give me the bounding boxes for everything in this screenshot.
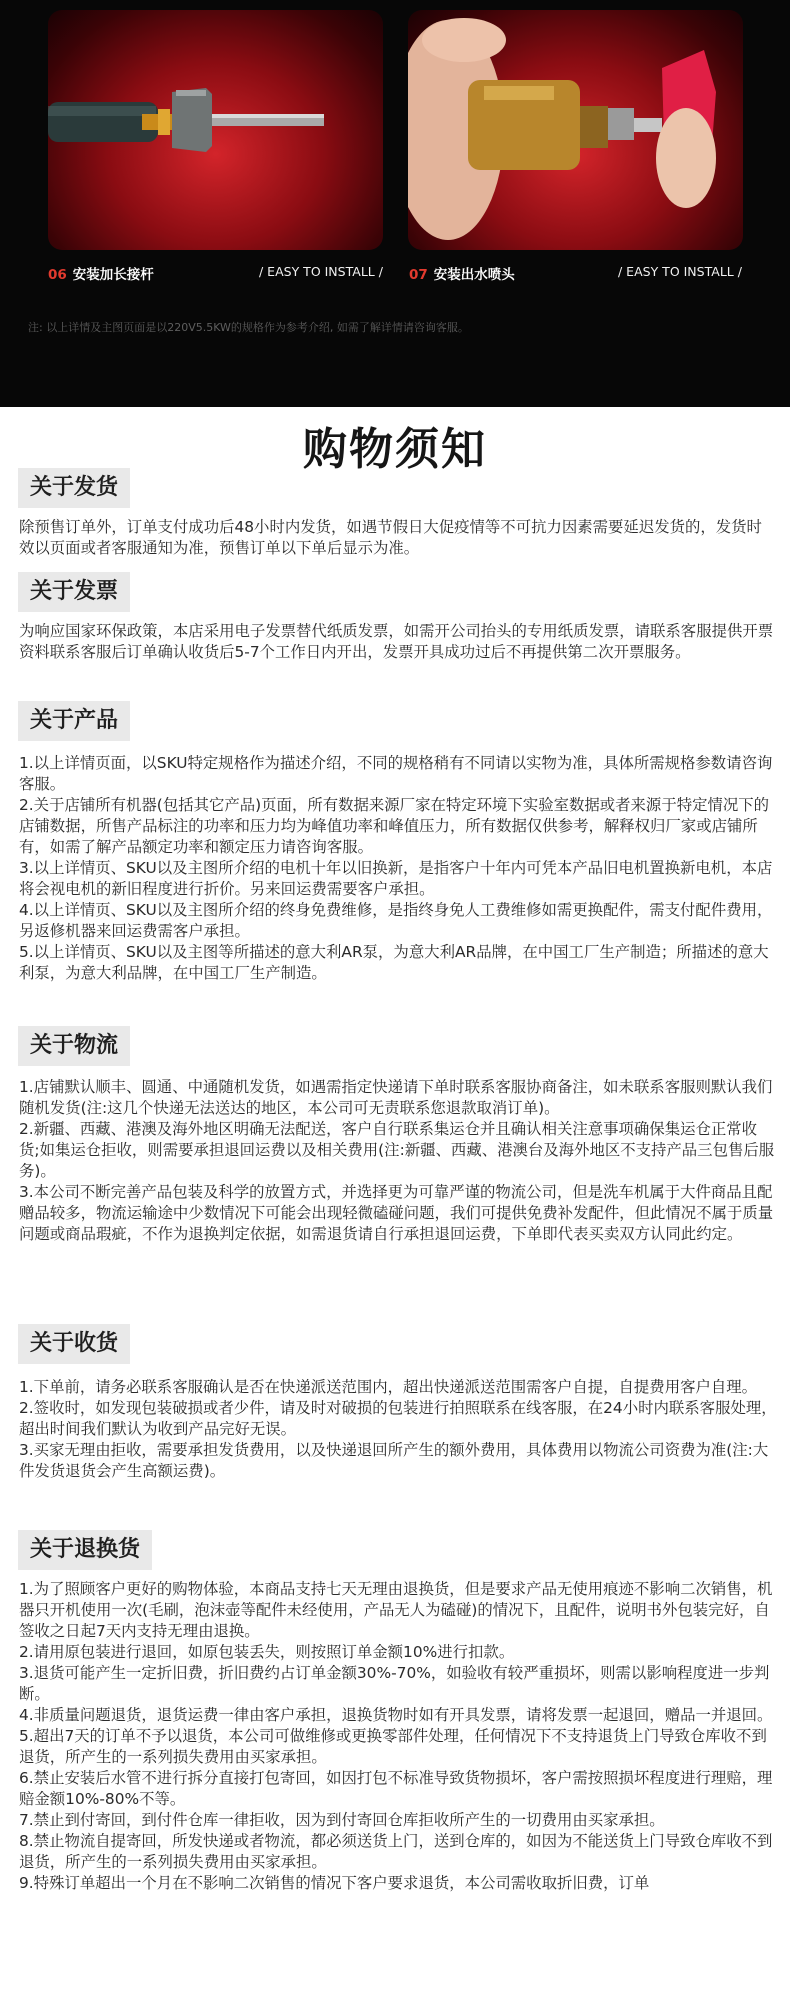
install-rod-caption bbox=[48, 263, 154, 283]
list-item: 3.买家无理由拒收，需要承担发货费用，以及快递退回所产生的额外费用，具体费用以物流公司资费为准(注:大件发货退货会产生高额运费)。 bbox=[19, 1441, 769, 1480]
step-number: 06 bbox=[48, 267, 67, 283]
step-title: 安装加长接杆 bbox=[72, 267, 154, 283]
page-title: 购物须知 bbox=[303, 424, 487, 475]
list-item: 9.特殊订单超出一个月在不影响二次销售的情况下客户要求退货，本公司需收取折旧费，订单 bbox=[19, 1874, 650, 1892]
list-item: 3.退货可能产生一定折旧费，折旧费约占订单金额30%-70%，如验收有较严重损坏，则需以影响程度进一步判断。 bbox=[19, 1664, 770, 1703]
extension-rod-photo bbox=[48, 10, 383, 250]
list-item: 2.请用原包装进行退回，如原包装丢失，则按照订单金额10%进行扣款。 bbox=[19, 1643, 515, 1661]
logistics-list bbox=[19, 1077, 777, 1245]
list-item: 6.禁止安装后水管不进行拆分直接打包寄回，如因打包不标准导致货物损坏，客户需按照损坏程度进行理赔，理赔金额10%-80%不等。 bbox=[19, 1769, 773, 1808]
product-list bbox=[19, 753, 777, 984]
list-item: 3.本公司不断完善产品包装及科学的放置方式，并选择更为可靠严谨的物流公司，但是洗车机属于大件商品且配赠品较多，物流运输途中少数情况下可能会出现轻微磕碰问题，我们可提供免费补发配件，但此情况不属于质量问题或商品瑕疵，不作为退换判定依据，如需退货请自行承担退回运费，下单即代表买卖双方认同此约定。 bbox=[19, 1183, 774, 1243]
section-heading-product: 关于产品 bbox=[18, 701, 130, 741]
step-title: 安装出水喷头 bbox=[433, 267, 515, 283]
list-item: 4.以上详情页、SKU以及主图所介绍的终身免费维修，是指终身免人工费维修如需更换配件，需支付配件费用，另返修机器来回运费需客户承担。 bbox=[19, 901, 773, 940]
list-item: 1.以上详情页面，以SKU特定规格作为描述介绍，不同的规格稍有不同请以实物为准，具体所需规格参数请咨询客服。 bbox=[19, 754, 773, 793]
receiving-list bbox=[19, 1377, 777, 1482]
section-heading-returns: 关于退换货 bbox=[18, 1530, 152, 1570]
install-nozzle-subtitle: / EASY TO INSTALL / bbox=[618, 264, 742, 279]
list-item: 5.以上详情页、SKU以及主图等所描述的意大利AR泵，为意大利AR品牌，在中国工厂生产制造；所描述的意大利泵，为意大利品牌，在中国工厂生产制造。 bbox=[19, 943, 769, 982]
install-rod-subtitle: / EASY TO INSTALL / bbox=[259, 264, 383, 279]
spec-note: 注: 以上详情及主图页面是以220V5.5KW的规格作为参考介绍, 如需了解详情请咨询客服。 bbox=[28, 321, 469, 334]
paragraph: 为响应国家环保政策，本店采用电子发票替代纸质发票，如需开公司抬头的专用纸质发票，请联系客服提供开票资料联系客服后订单确认收货后5-7个工作日内开出，发票开具成功过后不再提供第二次开票服务。 bbox=[19, 622, 774, 661]
product-banner bbox=[0, 0, 790, 407]
returns-list bbox=[19, 1579, 777, 1894]
section-heading-invoice: 关于发票 bbox=[18, 572, 130, 612]
list-item: 7.禁止到付寄回，到付件仓库一律拒收，因为到付寄回仓库拒收所产生的一切费用由买家承担。 bbox=[19, 1811, 665, 1829]
nozzle-photo bbox=[408, 10, 743, 250]
section-heading-receiving: 关于收货 bbox=[18, 1324, 130, 1364]
list-item: 2.关于店铺所有机器(包括其它产品)页面，所有数据来源厂家在特定环境下实验室数据或者来源于特定情况下的店铺数据，所售产品标注的功率和压力均为峰值功率和峰值压力，所有数据仅供参考，解释权归厂家或店铺所有，如需了解产品额定功率和额定压力请咨询客服。 bbox=[19, 796, 770, 856]
shipping-text bbox=[19, 517, 777, 559]
list-item: 8.禁止物流自提寄回，所发快递或者物流，都必须送货上门，送到仓库的，如因为不能送货上门导致仓库收不到退货，所产生的一系列损失费用由买家承担。 bbox=[19, 1832, 773, 1871]
install-nozzle-caption bbox=[409, 263, 515, 283]
list-item: 5.超出7天的订单不予以退货，本公司可做维修或更换零部件处理，任何情况下不支持退货上门导致仓库收不到退货，所产生的一系列损失费用由买家承担。 bbox=[19, 1727, 767, 1766]
list-item: 1.店铺默认顺丰、圆通、中通随机发货，如遇需指定快递请下单时联系客服协商备注，如未联系客服则默认我们随机发货(注:这几个快递无法送达的地区，本公司可无责联系您退款取消订单)。 bbox=[19, 1078, 773, 1117]
section-heading-logistics: 关于物流 bbox=[18, 1026, 130, 1066]
list-item: 1.为了照顾客户更好的购物体验，本商品支持七天无理由退换货，但是要求产品无使用痕迹不影响二次销售，机器只开机使用一次(毛刷，泡沫壶等配件未经使用，产品无人为磕碰)的情况下，且配件，说明书外包装完好，自签收之日起7天内支持无理由退换。 bbox=[19, 1580, 773, 1640]
list-item: 3.以上详情页、SKU以及主图所介绍的电机十年以旧换新，是指客户十年内可凭本产品旧电机置换新电机，本店将会视电机的新旧程度进行折价。另来回运费需要客户承担。 bbox=[19, 859, 773, 898]
list-item: 2.签收时，如发现包装破损或者少件，请及时对破损的包装进行拍照联系在线客服，在24小时内联系客服处理，超出时间我们默认为收到产品完好无误。 bbox=[19, 1399, 777, 1438]
list-item: 1.下单前，请务必联系客服确认是否在快递派送范围内，超出快递派送范围需客户自提，自提费用客户自理。 bbox=[19, 1378, 758, 1396]
list-item: 2.新疆、西藏、港澳及海外地区明确无法配送，客户自行联系集运仓并且确认相关注意事项确保集运仓正常收货;如集运仓拒收，则需要承担退回运费以及相关费用(注:新疆、西藏、港澳台及海外地区不支持产品三包售后服务)。 bbox=[19, 1120, 775, 1180]
section-heading-shipping: 关于发货 bbox=[18, 468, 130, 508]
paragraph: 除预售订单外，订单支付成功后48小时内发货，如遇节假日大促疫情等不可抗力因素需要延迟发货的，发货时效以页面或者客服通知为准，预售订单以下单后显示为准。 bbox=[19, 518, 762, 557]
invoice-text bbox=[19, 621, 777, 663]
list-item: 4.非质量问题退货，退货运费一律由客户承担，退换货物时如有开具发票，请将发票一起退回，赠品一并退回。 bbox=[19, 1706, 773, 1724]
step-number: 07 bbox=[409, 267, 428, 283]
